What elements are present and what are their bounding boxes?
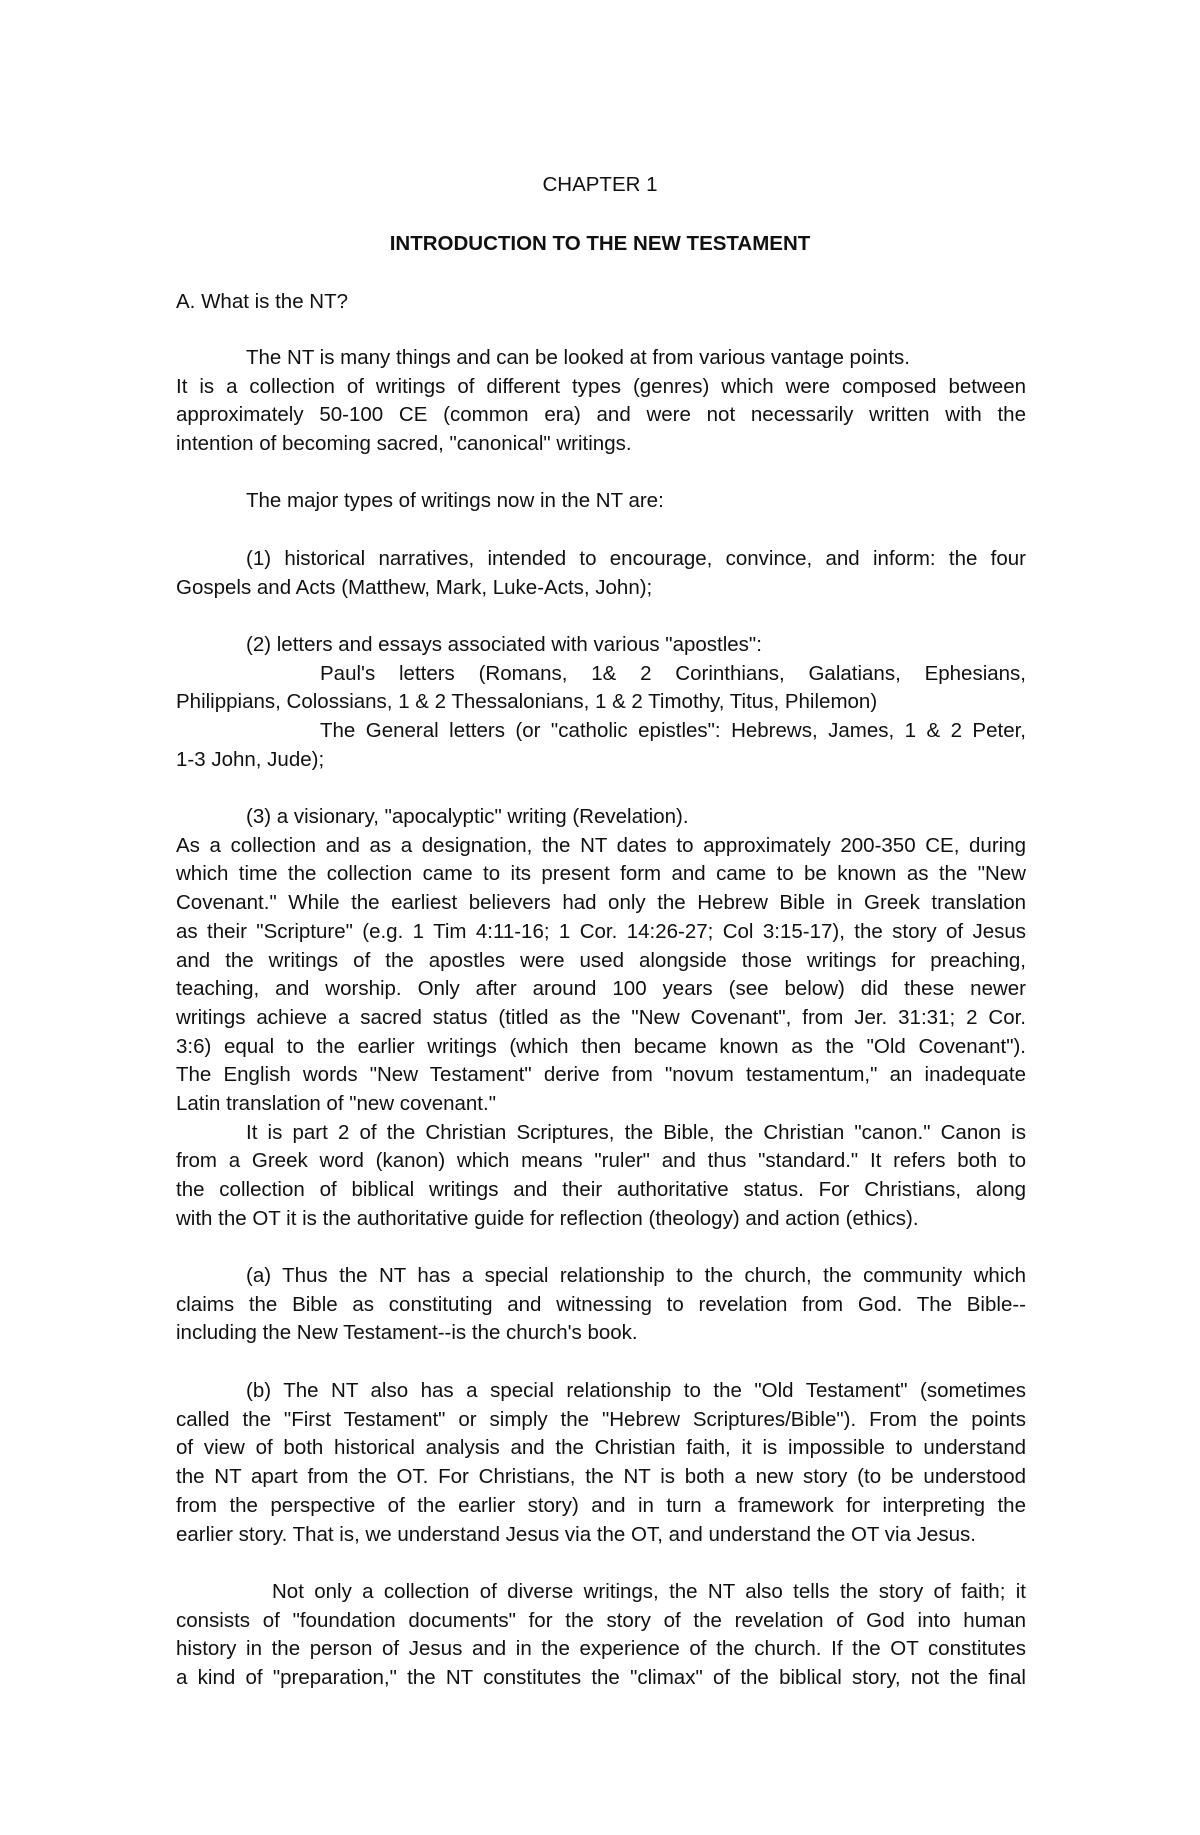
text-line: history in the person of Jesus and in the experience of the church. If the OT constitutes (176, 1637, 1026, 1661)
text-line: (b) The NT also has a special relationship to the "Old Testament" (sometimes (246, 1379, 1026, 1402)
text-line: consists of "foundation documents" for the story of the revelation of God into human (176, 1608, 1026, 1632)
text-line: the NT apart from the OT. For Christians, the NT is both a new story (to be understood (176, 1465, 1026, 1489)
list-item-1 (176, 545, 1026, 602)
chapter-title: INTRODUCTION TO THE NEW TESTAMENT (389, 232, 811, 255)
text-line: Not only a collection of diverse writings, the NT also tells the story of faith; it (272, 1580, 1026, 1603)
text-line: from a Greek word (kanon) which means "ruler" and thus "standard." It refers both to (176, 1149, 1026, 1173)
list-item-2 (176, 631, 1026, 775)
text-line: intention of becoming sacred, "canonical" writings. (176, 432, 632, 456)
types-intro (176, 487, 1026, 516)
text-line: 3:6) equal to the earlier writings (which then became known as the "Old Covenant"). (176, 1034, 1026, 1058)
text-line: approximately 50-100 CE (common era) and were not necessarily written with the (176, 403, 1026, 427)
text-line: of view of both historical analysis and the Christian faith, it is impossible to understand (176, 1436, 1026, 1460)
text-line: The major types of writings now in the NT are: (246, 489, 664, 512)
text-line: As a collection and as a designation, the NT dates to approximately 200-350 CE, during (176, 833, 1026, 857)
text-line: writings achieve a sacred status (titled as the "New Covenant", from Jer. 31:31; 2 Cor. (176, 1005, 1026, 1029)
point-a (176, 1262, 1026, 1348)
point-b (176, 1377, 1026, 1549)
text-line: from the perspective of the earlier story) and in turn a framework for interpreting the (176, 1493, 1026, 1517)
text-line: with the OT it is the authoritative guide for reflection (theology) and action (ethics). (176, 1206, 919, 1230)
text-line: earlier story. That is, we understand Jesus via the OT, and understand the OT via Jesus. (176, 1522, 976, 1546)
text-line: the collection of biblical writings and their authoritative status. For Christians, along (176, 1178, 1026, 1202)
text-line: as their "Scripture" (e.g. 1 Tim 4:11-16; 1 Cor. 14:26-27; Col 3:15-17), the story of Jesus (176, 919, 1026, 943)
text-line: (1) historical narratives, intended to encourage, convince, and inform: the four (246, 547, 1026, 570)
intro-paragraph (176, 344, 1026, 459)
text-line: It is a collection of writings of different types (genres) which were composed between (176, 374, 1026, 398)
text-line: claims the Bible as constituting and witnessing to revelation from God. The Bible-- (176, 1292, 1026, 1316)
chapter-label: CHAPTER 1 (542, 173, 658, 196)
story-of-faith-paragraph (176, 1578, 1026, 1693)
text-line: 1-3 John, Jude); (176, 747, 325, 771)
text-line: Paul's letters (Romans, 1& 2 Corinthians, Galatians, Ephesians, (320, 661, 1026, 685)
text-line: Latin translation of "new covenant." (176, 1092, 496, 1116)
text-line: called the "First Testament" or simply the "Hebrew Scriptures/Bible"). From the points (176, 1407, 1026, 1431)
text-line: (a) Thus the NT has a special relationship to the church, the community which (246, 1264, 1026, 1287)
text-line: (2) letters and essays associated with various "apostles": (246, 633, 762, 656)
text-line: which time the collection came to its present form and came to be known as the "New (176, 862, 1026, 886)
text-line: It is part 2 of the Christian Scriptures, the Bible, the Christian "canon." Canon is (246, 1120, 1026, 1144)
text-line: The General letters (or "catholic epistles": Hebrews, James, 1 & 2 Peter, (320, 719, 1026, 743)
list-item-3-and-history (176, 803, 1026, 1234)
text-line: teaching, and worship. Only after around 100 years (see below) did these newer (176, 977, 1026, 1001)
text-line: Gospels and Acts (Matthew, Mark, Luke-Acts, John); (176, 575, 653, 599)
text-line: Covenant." While the earliest believers had only the Hebrew Bible in Greek translation (176, 891, 1026, 915)
text-line: (3) a visionary, "apocalyptic" writing (Revelation). (246, 805, 689, 828)
section-heading: A. What is the NT? (176, 290, 349, 313)
text-line: and the writings of the apostles were used alongside those writings for preaching, (176, 948, 1026, 972)
text-line: a kind of "preparation," the NT constitutes the "climax" of the biblical story, not the final (176, 1666, 1026, 1690)
text-line: including the New Testament--is the church's book. (176, 1321, 638, 1345)
text-line: Philippians, Colossians, 1 & 2 Thessalonians, 1 & 2 Timothy, Titus, Philemon) (176, 690, 878, 714)
text-line: The English words "New Testament" derive from "novum testamentum," an inadequate (176, 1063, 1026, 1087)
text-line: The NT is many things and can be looked at from various vantage points. (246, 346, 910, 369)
